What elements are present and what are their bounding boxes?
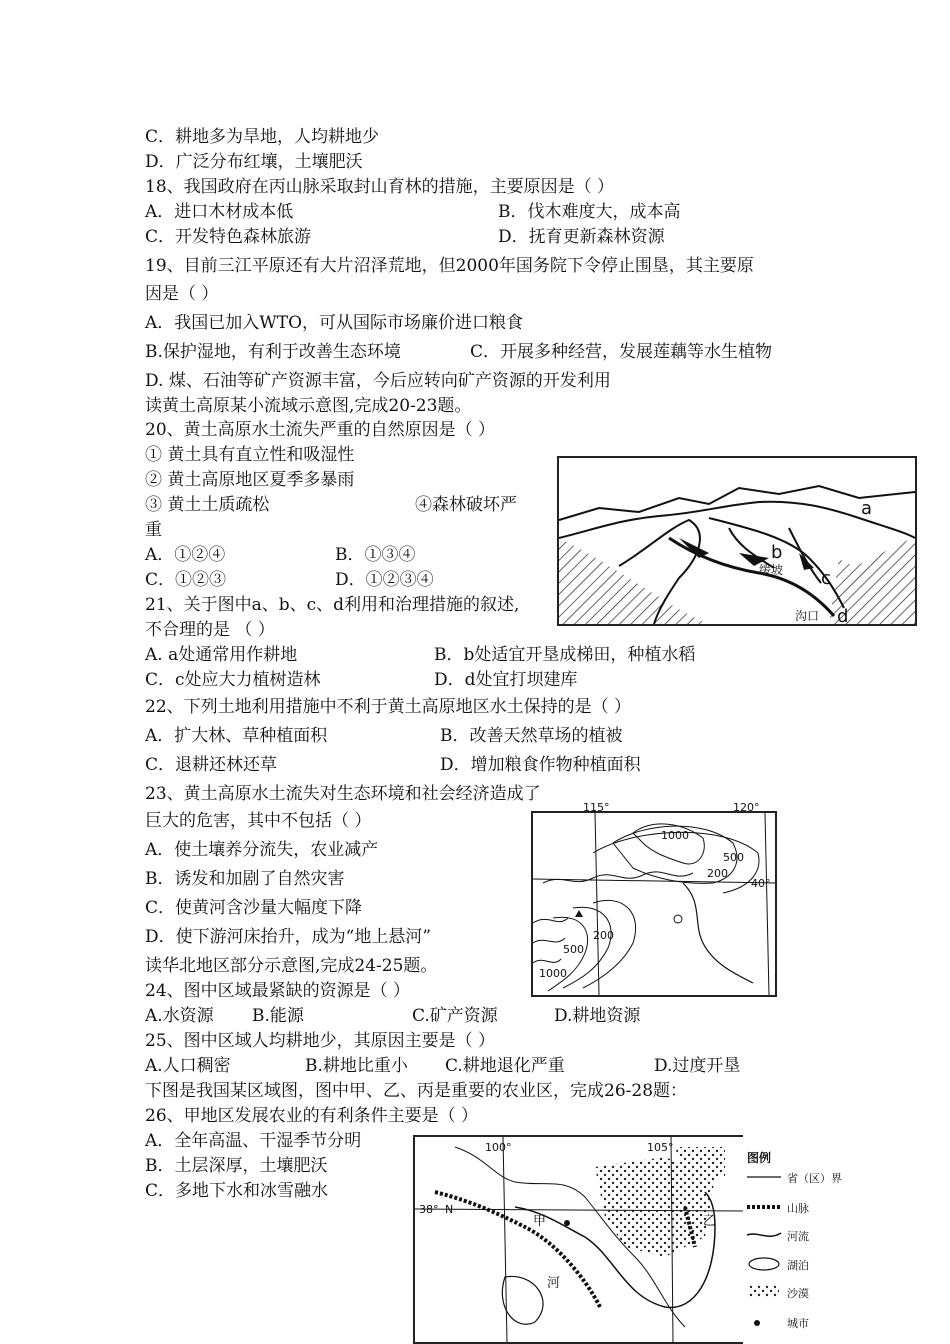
q19-stem-line1: 19、目前三江平原还有大片沼泽荒地，但2000年国务院下令停止围垦，其主要原 (145, 256, 754, 276)
q23-stem-line1: 23、黄土高原水土流失对生态环境和社会经济造成了 (145, 784, 541, 804)
q23-option-c: C．使黄河含沙量大幅度下降 (145, 898, 363, 918)
label-c1000-north: 1000 (661, 829, 689, 842)
label-jia: 甲 (533, 1214, 547, 1229)
legend-desert-label: 沙漠 (787, 1287, 809, 1300)
q20-option-a: A．①②④ (145, 545, 226, 565)
label-yi: 乙 (703, 1214, 717, 1229)
q24-option-d: D.耕地资源 (554, 1006, 641, 1026)
mountain-peak-icon (575, 910, 583, 917)
q22-option-b: B．改善天然草场的植被 (440, 726, 623, 746)
label-c1000-south: 1000 (539, 967, 567, 980)
region-map (413, 1135, 743, 1344)
q26-option-a: A．全年高温、干湿季节分明 (145, 1131, 362, 1151)
q17-option-d: D．广泛分布红壤，土壤肥沃 (145, 152, 363, 172)
label-c500-north: 500 (723, 851, 744, 864)
label-gentle-slope: 缓坡 (759, 563, 784, 577)
q19-option-c: C．开展多种经营，发展莲藕等水生植物 (470, 342, 773, 362)
q21-option-c: C．c处应大力植树造林 (145, 670, 321, 690)
q23-option-d: D．使下游河床抬升，成为“地上悬河” (145, 927, 432, 947)
label-river: 河 (547, 1276, 561, 1291)
label-115: 115° (583, 801, 610, 814)
q20-option-b: B．①③④ (335, 545, 416, 565)
q18-option-d: D．抚育更新森林资源 (498, 227, 665, 247)
q25-option-c: C.耕地退化严重 (445, 1056, 565, 1076)
label-c200-south: 200 (593, 929, 614, 942)
legend-mountain-label: 山脉 (787, 1202, 809, 1215)
q26-option-b: B．土层深厚，土壤肥沃 (145, 1156, 328, 1176)
legend-city-icon (754, 1320, 760, 1326)
q18-stem: 18、我国政府在丙山脉采取封山育林的措施，主要原因是（ ） (145, 177, 615, 197)
q22-stem: 22、下列土地利用措施中不利于黄土高原地区水土保持的是（ ） (145, 697, 632, 717)
coastline (683, 883, 753, 983)
q23-option-a: A．使土壤养分流失，农业减产 (145, 840, 379, 860)
q21-option-d: D．d处宜打坝建库 (434, 670, 578, 690)
q25-option-d: D.过度开垦 (654, 1056, 741, 1076)
legend-river-label: 河流 (787, 1230, 809, 1243)
legend-lake-label: 湖泊 (787, 1259, 809, 1272)
q20-option-d: D．①②③④ (335, 570, 434, 590)
q24-stem: 24、图中区域最紧缺的资源是（ ） (145, 981, 411, 1001)
city-marker (674, 915, 682, 923)
q18-option-a: A．进口木材成本低 (145, 202, 294, 222)
q20-stem: 20、黄土高原水土流失严重的自然原因是（ ） (145, 420, 496, 440)
lake-outline (502, 1276, 543, 1324)
intro-26-28: 下图是我国某区域图，图中甲、乙、丙是重要的农业区，完成26-28题： (145, 1081, 688, 1101)
legend-city-label: 城市 (787, 1317, 809, 1330)
q19-option-d: D. 煤、石油等矿产资源丰富，今后应转向矿产资源的开发利用 (145, 371, 611, 391)
label-120: 120° (733, 801, 760, 814)
q20-item-4-wrap: 重 (145, 520, 162, 540)
label-38: 38° (419, 1203, 439, 1216)
legend-title: 图例 (747, 1151, 772, 1165)
label-c200-north: 200 (707, 867, 728, 880)
q23-option-b: B．诱发和加剧了自然灾害 (145, 869, 345, 889)
intro-24-25: 读华北地区部分示意图,完成24-25题。 (145, 956, 438, 976)
legend-river-icon (747, 1233, 781, 1236)
q19-option-b: B.保护湿地，有利于改善生态环境 (145, 342, 401, 362)
legend-border-label: 省（区）界 (787, 1172, 842, 1185)
q21-option-b: B．b处适宜开垦成梯田，种植水稻 (434, 645, 696, 665)
meridian-120 (765, 813, 769, 995)
q22-option-a: A．扩大林、草种植面积 (145, 726, 328, 746)
q24-option-a: A.水资源 (145, 1006, 214, 1026)
q20-item-2: ② 黄土高原地区夏季多暴雨 (145, 470, 355, 490)
contour-wavy-mid (533, 918, 568, 963)
label-40: 40° (751, 877, 771, 890)
q17-option-c: C．耕地多为旱地，人均耕地少 (145, 127, 380, 147)
label-north: N (445, 1203, 454, 1216)
q18-option-b: B．伐木难度大，成本高 (498, 202, 681, 222)
label-b: b (771, 542, 783, 563)
q25-option-b: B.耕地比重小 (305, 1056, 408, 1076)
label-c500-south: 500 (563, 943, 584, 956)
q21-option-a: A. a处通常用作耕地 (145, 645, 298, 665)
q25-stem: 25、图中区域人均耕地少，其原因主要是（ ） (145, 1031, 496, 1051)
q25-option-a: A.人口稠密 (145, 1056, 231, 1076)
map-legend (741, 1135, 842, 1340)
legend-lake-icon (749, 1258, 779, 1270)
q21-stem-line2: 不合理的是 （ ） (145, 620, 275, 640)
q20-option-c: C．①②③ (145, 570, 227, 590)
loess-ground-hatch (559, 538, 709, 624)
q23-stem-line2: 巨大的危害，其中不包括（ ） (145, 811, 372, 831)
label-a: a (861, 498, 873, 519)
q22-option-c: C．退耕还林还草 (145, 755, 278, 775)
q21-stem-line1: 21、关于图中a、b、c、d利用和治理措施的叙述, (145, 595, 520, 615)
q24-option-c: C.矿产资源 (412, 1006, 498, 1026)
q18-option-c: C．开发特色森林旅游 (145, 227, 312, 247)
label-d: d (837, 606, 849, 627)
city-dot (564, 1220, 570, 1226)
q19-stem-line2: 因是（ ） (145, 284, 219, 304)
q20-item-4: ④森林破坏严 (415, 495, 517, 515)
q20-item-3: ③ 黄土土质疏松 (145, 495, 270, 515)
legend-desert-icon (749, 1285, 779, 1297)
label-gully-mouth: 沟口 (795, 609, 820, 623)
intro-20-23: 读黄土高原某小流域示意图,完成20-23题。 (145, 396, 472, 416)
q26-option-c: C．多地下水和冰雪融水 (145, 1181, 329, 1201)
q26-stem: 26、甲地区发展农业的有利条件主要是（ ） (145, 1106, 479, 1126)
label-c: c (821, 568, 831, 589)
north-china-map (531, 801, 777, 997)
meridian-115 (595, 813, 599, 995)
label-100: 100° (485, 1141, 512, 1154)
q22-option-d: D．增加粮食作物种植面积 (440, 755, 641, 775)
loess-watershed-figure (557, 456, 917, 626)
q20-item-1: ① 黄土具有直立性和吸湿性 (145, 445, 355, 465)
q24-option-b: B.能源 (252, 1006, 304, 1026)
q19-option-a: A．我国已加入WTO，可从国际市场廉价进口粮食 (145, 313, 524, 333)
label-105: 105° (647, 1141, 674, 1154)
